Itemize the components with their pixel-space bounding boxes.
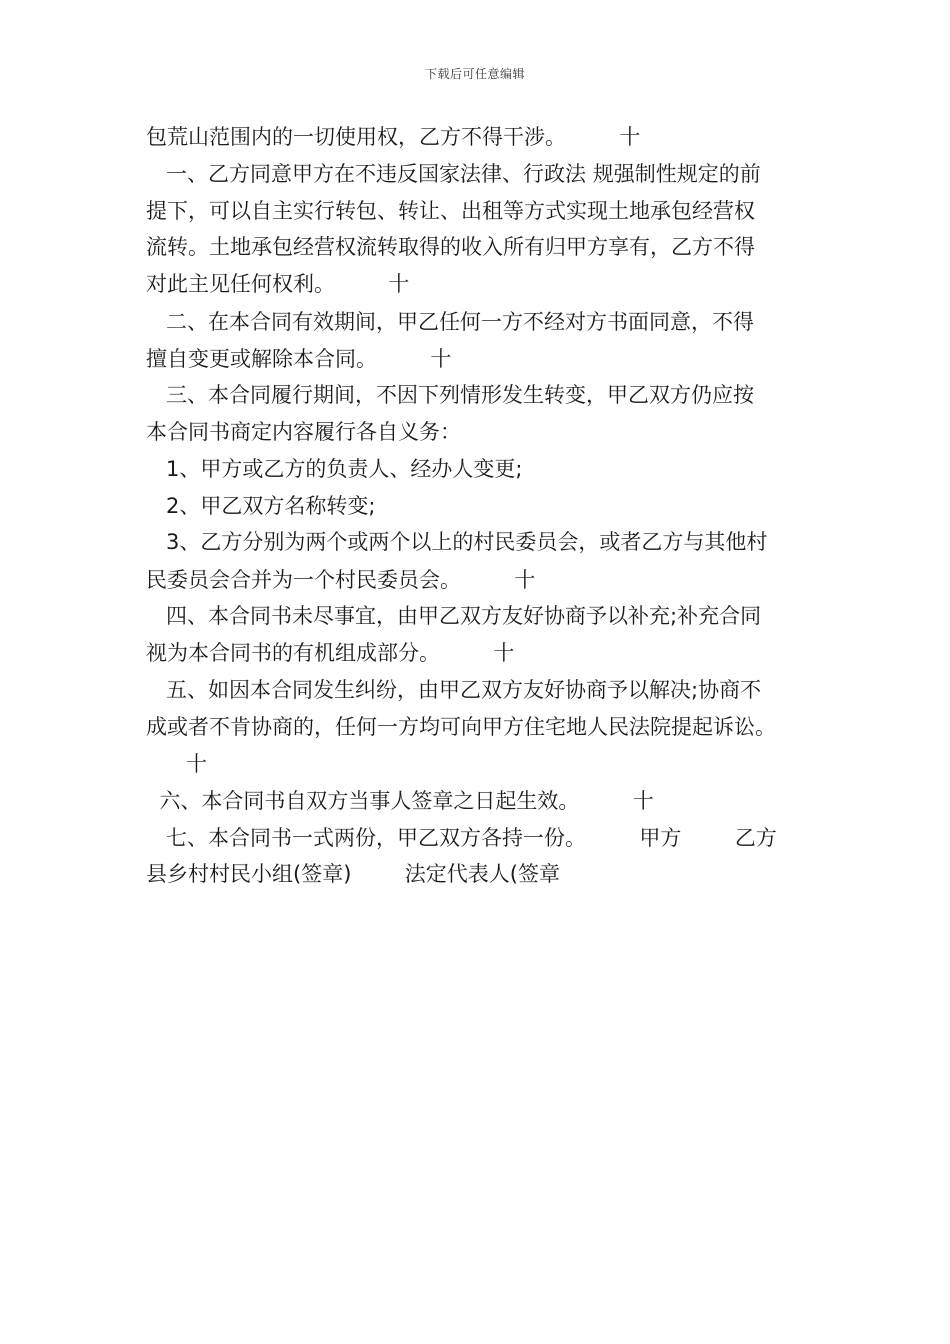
list-item: 3、乙方分别为两个或两个以上的村民委员会，或者乙方与其他村 bbox=[146, 530, 768, 554]
paragraph-line: 成或者不肯协商的，任何一方均可向甲方住宅地人民法院提起诉讼。 bbox=[146, 715, 776, 739]
paragraph-line: 三、本合同履行期间，不因下列情形发生转变，甲乙双方仍应按 bbox=[146, 383, 755, 407]
paragraph-line: 擅自变更或解除本合同。 十 bbox=[146, 347, 452, 371]
paragraph-line: 包荒山范围内的一切使用权，乙方不得干涉。 十 bbox=[146, 125, 641, 149]
paragraph-line: 流转。土地承包经营权流转取得的收入所有归甲方享有，乙方不得 bbox=[146, 235, 755, 259]
paragraph-line: 十 bbox=[146, 752, 208, 776]
paragraph-line: 对此主见任何权利。 十 bbox=[146, 272, 410, 296]
paragraph-line: 一、乙方同意甲方在不违反国家法律、行政法 规强制性规定的前 bbox=[146, 162, 761, 186]
list-item: 1、甲方或乙方的负责人、经办人变更; bbox=[146, 457, 523, 481]
paragraph-line: 二、在本合同有效期间，甲乙任何一方不经对方书面同意，不得 bbox=[146, 310, 755, 334]
paragraph-line: 五、如因本合同发生纠纷，由甲乙双方友好协商予以解决;协商不 bbox=[146, 678, 762, 702]
paragraph-line: 六、本合同书自双方当事人签章之日起生效。 十 bbox=[146, 789, 654, 813]
paragraph-line: 四、本合同书未尽事宜，由甲乙双方友好协商予以补充;补充合同 bbox=[146, 604, 762, 628]
list-item: 2、甲乙双方名称转变; bbox=[146, 494, 376, 518]
paragraph-line: 视为本合同书的有机组成部分。 十 bbox=[146, 641, 515, 665]
paragraph-line: 提下，可以自主实行转包、转让、出租等方式实现土地承包经营权 bbox=[146, 199, 755, 223]
signature-line: 县乡村村民小组(签章) 法定代表人(签章 bbox=[146, 862, 560, 886]
paragraph-line: 民委员会合并为一个村民委员会。 十 bbox=[146, 568, 536, 592]
paragraph-line: 本合同书商定内容履行各自义务： bbox=[146, 420, 461, 444]
page-header: 下载后可任意编辑 bbox=[424, 67, 525, 81]
paragraph-line: 七、本合同书一式两份，甲乙双方各持一份。 甲方 乙方 bbox=[146, 826, 777, 850]
